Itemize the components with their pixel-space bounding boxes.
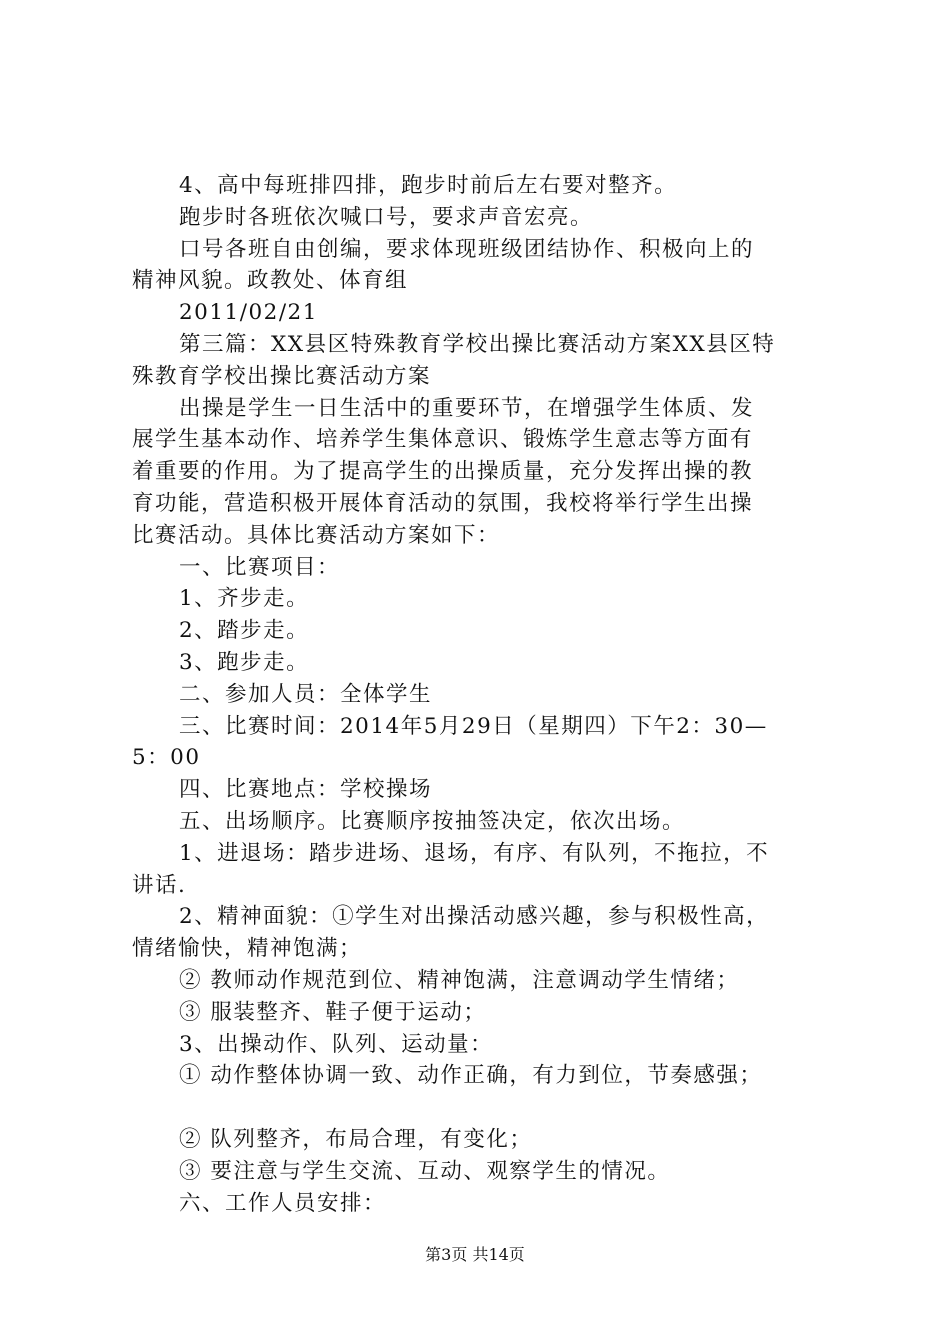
text-line: ② 队列整齐，布局合理，有变化； [179, 1126, 533, 1152]
text-line: 出操是学生一日生活中的重要环节，在增强学生体质、发 [179, 395, 755, 421]
text-line: 殊教育学校出操比赛活动方案 [132, 363, 432, 389]
text-line: 3、跑步走。 [179, 649, 310, 675]
text-line: 口号各班自由创编，要求体现班级团结协作、积极向上的 [179, 236, 755, 262]
text-line: ③ 要注意与学生交流、互动、观察学生的情况。 [179, 1158, 671, 1184]
text-line: 5：00 [132, 745, 201, 771]
text-line: 讲话. [132, 872, 187, 898]
text-line: 2、精神面貌：①学生对出操活动感兴趣，参与积极性高， [179, 904, 770, 930]
text-line [132, 1092, 832, 1124]
text-line: ③ 服装整齐、鞋子便于运动； [179, 999, 487, 1025]
text-line: 情绪愉快，精神饱满； [132, 936, 363, 962]
text-line: 三、比赛时间：2014年5月29日（星期四）下午2：30— [179, 713, 768, 739]
text-line: 第三篇：XX县区特殊教育学校出操比赛活动方案XX县区特 [179, 331, 776, 357]
document-body [132, 170, 832, 1219]
text-line: 育功能，营造积极开展体育活动的氛围，我校将举行学生出操 [132, 490, 754, 516]
text-line: 精神风貌。政教处、体育组 [132, 268, 409, 294]
text-line: 2011/02/21 [179, 300, 318, 326]
page-footer: 第3页 共14页 [425, 1245, 525, 1264]
text-line: 五、出场顺序。比赛顺序按抽签决定，依次出场。 [179, 808, 686, 834]
text-line: 3、出操动作、队列、运动量： [179, 1031, 494, 1057]
text-line: 着重要的作用。为了提高学生的出操质量，充分发挥出操的教 [132, 459, 754, 485]
text-line: 二、参加人员：全体学生 [179, 681, 433, 707]
text-line: 一、比赛项目： [179, 554, 341, 580]
text-line: 比赛活动。具体比赛活动方案如下： [132, 522, 501, 548]
text-line: 四、比赛地点：学校操场 [179, 777, 433, 803]
text-line: 展学生基本动作、培养学生集体意识、锻炼学生意志等方面有 [132, 427, 754, 453]
text-line: 2、踏步走。 [179, 618, 310, 644]
text-line: ② 教师动作规范到位、精神饱满，注意调动学生情绪； [179, 967, 740, 993]
text-line: 六、工作人员安排： [179, 1190, 387, 1216]
text-line: 4、高中每班排四排，跑步时前后左右要对整齐。 [179, 173, 678, 198]
text-line: ① 动作整体协调一致、动作正确，有力到位，节奏感强； [179, 1063, 763, 1089]
text-line: 跑步时各班依次喊口号，要求声音宏亮。 [179, 204, 594, 230]
text-line: 1、进退场：踏步进场、退场，有序、有队列，不拖拉，不 [179, 840, 770, 866]
text-line: 1、齐步走。 [179, 586, 310, 612]
